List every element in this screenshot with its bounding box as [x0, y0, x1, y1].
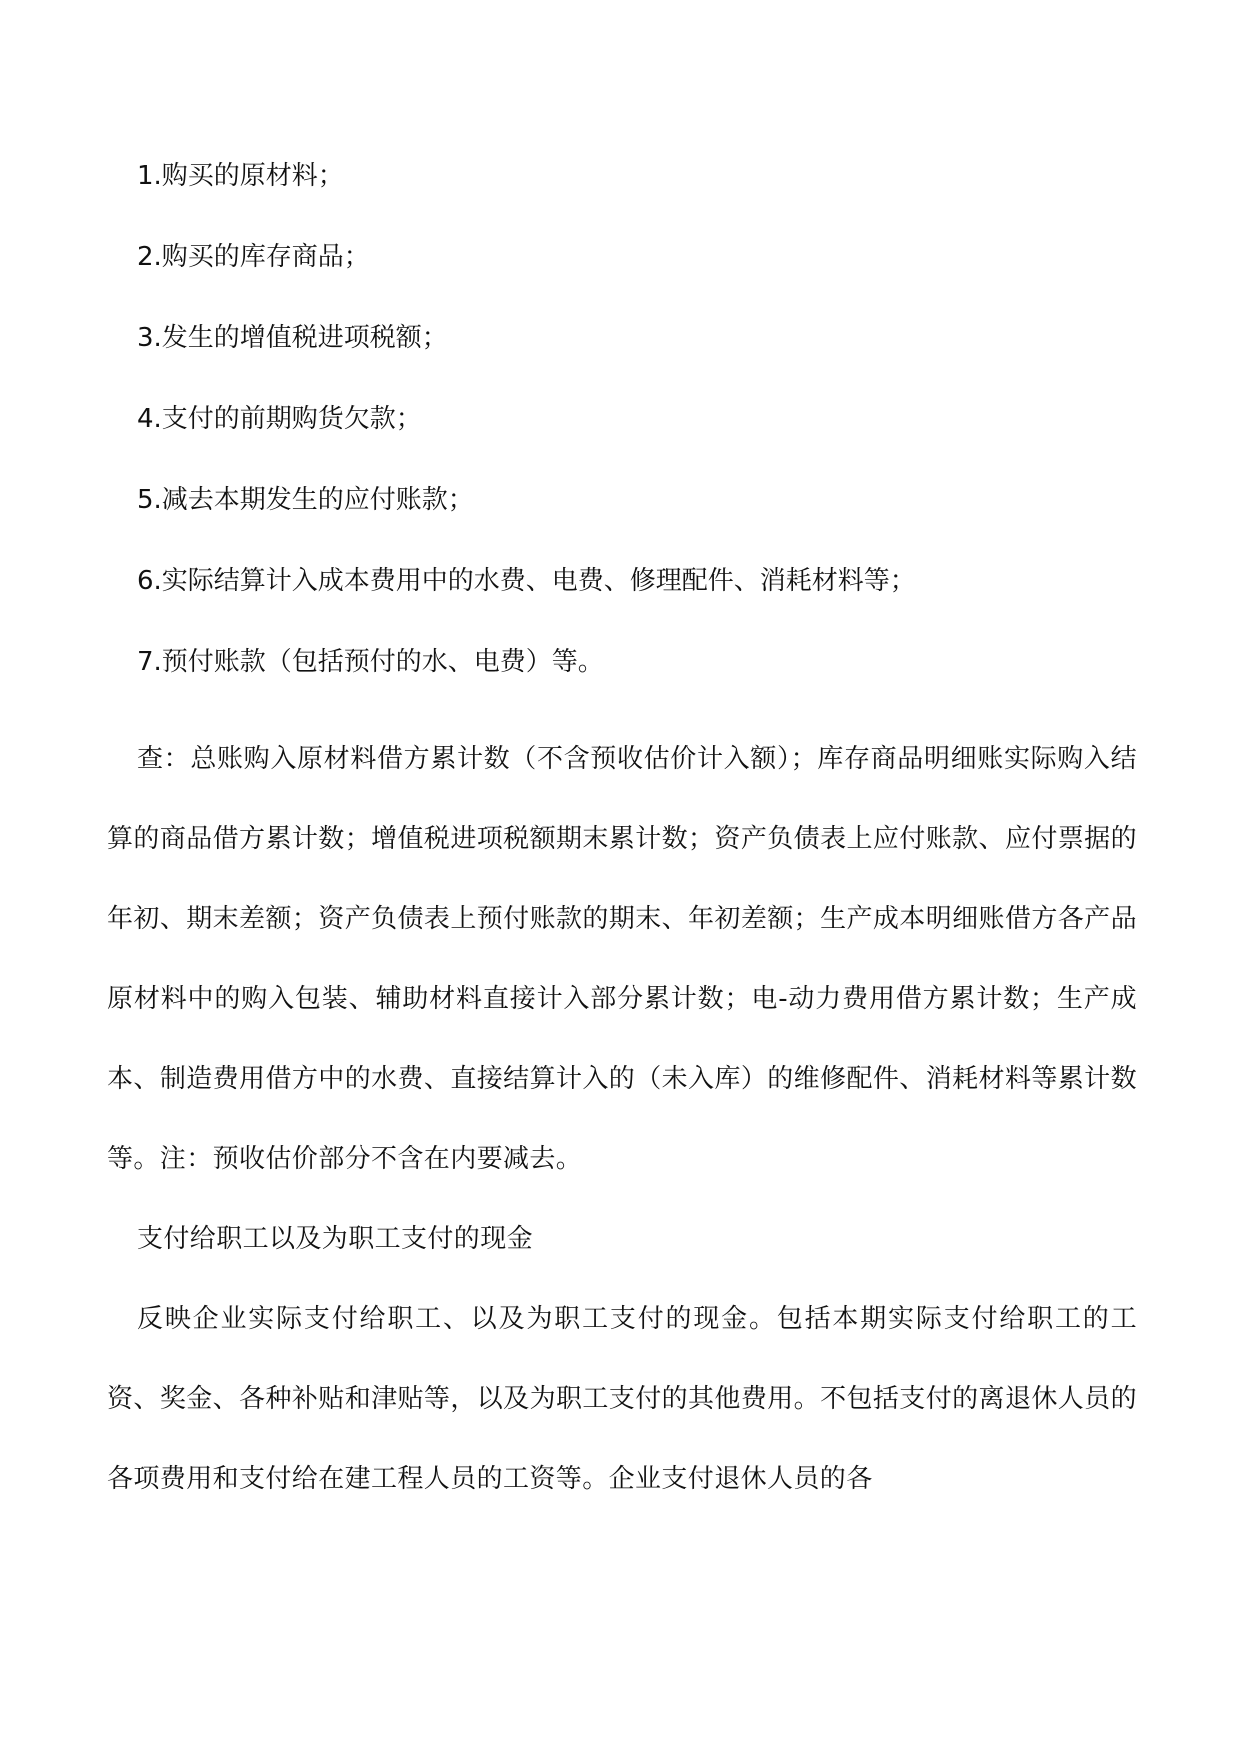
list-item-7: 7.预付账款（包括预付的水、电费）等。: [137, 647, 604, 677]
check-note-paragraph: 查：总账购入原材料借方累计数（不含预收估价计入额）；库存商品明细账实际购入结算的商品借方累计数；增值税进项税额期末累计数；资产负债表上应付账款、应付票据的年初、期末差额；资产负债表上预付账款的期末、年初差额；生产成本明细账借方各产品原材料中的购入包装、辅助材料直接计入部分累计数；电-动力费用借方累计数；生产成本、制造费用借方中的水费、直接结算计入的（未入库）的维修配件、消耗材料等累计数等。注：预收估价部分不含在内要减去。: [107, 744, 1137, 1174]
list-item-5: 5.减去本期发生的应付账款；: [137, 485, 474, 515]
list-item-6: 6.实际结算计入成本费用中的水费、电费、修理配件、消耗材料等；: [137, 566, 916, 596]
section-heading: 支付给职工以及为职工支付的现金: [137, 1224, 534, 1254]
spacer: [107, 678, 1137, 719]
list-item-4: 4.支付的前期购货欠款；: [137, 404, 422, 434]
list-item-2: 2.购买的库存商品；: [137, 242, 370, 272]
list-item-1: 1.购买的原材料；: [137, 161, 344, 191]
section-body-paragraph: 反映企业实际支付给职工、以及为职工支付的现金。包括本期实际支付给职工的工资、奖金、各种补贴和津贴等，以及为职工支付的其他费用。不包括支付的离退休人员的各项费用和支付给在建工程人员的工资等。企业支付退休人员的各: [107, 1304, 1137, 1494]
list-item-3: 3.发生的增值税进项税额；: [137, 323, 448, 353]
numbered-list: [107, 160, 1137, 678]
document-body: [107, 160, 1137, 1519]
